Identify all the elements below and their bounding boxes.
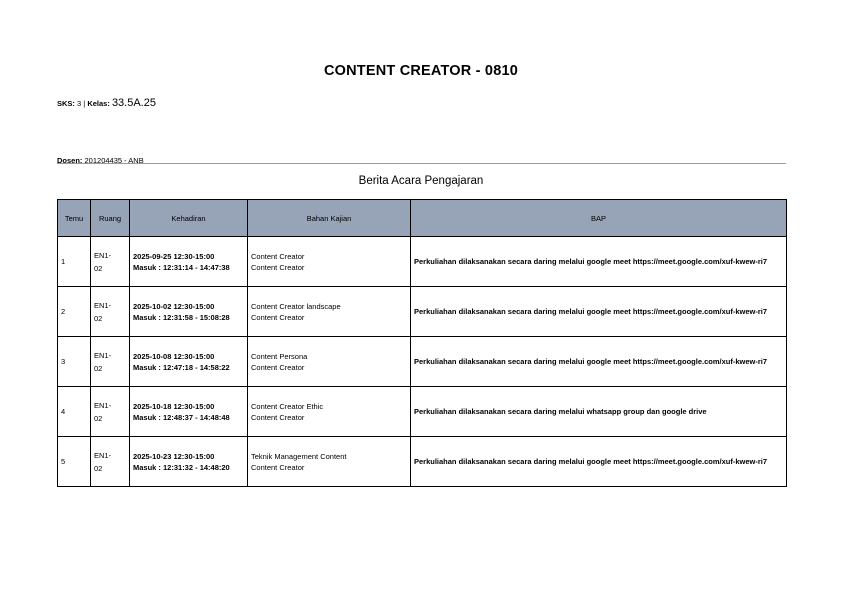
dosen-value: 201204435 - ANB: [84, 156, 144, 165]
section-title: Berita Acara Pengajaran: [358, 175, 484, 187]
bahan-item: Content Creator landscape: [251, 301, 341, 311]
kehadiran-masuk: Masuk : 12:31:32 - 14:48:20: [133, 462, 230, 472]
meta-separator: |: [83, 99, 86, 108]
cell-ruang: [91, 437, 130, 487]
cell-temu: 1: [58, 237, 91, 287]
kehadiran-masuk: Masuk : 12:47:18 - 14:58:22: [133, 362, 230, 372]
bahan-item: Content Creator: [251, 312, 305, 322]
cell-kehadiran: [130, 287, 248, 337]
table-row: [58, 387, 787, 437]
cell-bahan-kajian: [248, 287, 411, 337]
cell-ruang: [91, 237, 130, 287]
bahan-item: Teknik Management Content: [251, 451, 347, 461]
bahan-item: Content Persona: [251, 351, 308, 361]
dosen-label: Dosen:: [57, 156, 83, 165]
table-row: [58, 337, 787, 387]
kehadiran-schedule: 2025-10-02 12:30-15:00: [133, 301, 215, 311]
cell-bap: Perkuliahan dilaksanakan secara daring melalui whatsapp group dan google drive: [411, 387, 787, 437]
table-row: [58, 437, 787, 487]
cell-ruang: [91, 287, 130, 337]
cell-ruang: [91, 387, 130, 437]
cell-bap: Perkuliahan dilaksanakan secara daring melalui google meet https://meet.google.com/xuf-kwew-ri7: [411, 237, 787, 287]
kehadiran-schedule: 2025-10-23 12:30-15:00: [133, 451, 215, 461]
cell-bahan-kajian: [248, 387, 411, 437]
bahan-item: Content Creator: [251, 362, 305, 372]
ruang-text: EN1- 02: [94, 450, 112, 473]
bahan-item: Content Creator: [251, 251, 305, 261]
kehadiran-schedule: 2025-10-08 12:30-15:00: [133, 351, 215, 361]
cell-kehadiran: [130, 437, 248, 487]
ruang-text: EN1- 02: [94, 350, 112, 373]
table-row: [58, 287, 787, 337]
cell-kehadiran: [130, 237, 248, 287]
cell-ruang: [91, 337, 130, 387]
column-header-bap: BAP: [411, 200, 787, 237]
kehadiran-masuk: Masuk : 12:31:14 - 14:47:38: [133, 262, 230, 272]
ruang-text: EN1- 02: [94, 250, 112, 273]
cell-bahan-kajian: [248, 237, 411, 287]
table-header-row: [58, 200, 787, 237]
bahan-item: Content Creator: [251, 262, 305, 272]
ruang-text: EN1- 02: [94, 300, 112, 323]
cell-bahan-kajian: [248, 337, 411, 387]
cell-temu: 4: [58, 387, 91, 437]
course-meta: [57, 97, 156, 109]
column-header-kehadiran: Kehadiran: [130, 200, 248, 237]
cell-kehadiran: [130, 337, 248, 387]
kelas-value: 33.5A.25: [111, 97, 156, 109]
cell-temu: 5: [58, 437, 91, 487]
ruang-text: EN1- 02: [94, 400, 112, 423]
kehadiran-schedule: 2025-09-25 12:30-15:00: [133, 251, 215, 261]
kehadiran-masuk: Masuk : 12:48:37 - 14:48:48: [133, 412, 230, 422]
sks-label: SKS:: [57, 99, 75, 108]
cell-bap: Perkuliahan dilaksanakan secara daring melalui google meet https://meet.google.com/xuf-kwew-ri7: [411, 287, 787, 337]
bahan-item: Content Creator: [251, 462, 305, 472]
table-row: [58, 237, 787, 287]
sks-value: 3: [77, 99, 82, 108]
column-header-ruang: Ruang: [91, 200, 130, 237]
kehadiran-schedule: 2025-10-18 12:30-15:00: [133, 401, 215, 411]
bahan-item: Content Creator: [251, 412, 305, 422]
kehadiran-masuk: Masuk : 12:31:58 - 15:08:28: [133, 312, 230, 322]
header-divider: [57, 163, 786, 164]
cell-bap: Perkuliahan dilaksanakan secara daring melalui google meet https://meet.google.com/xuf-kwew-ri7: [411, 437, 787, 487]
cell-bahan-kajian: [248, 437, 411, 487]
bap-table: [57, 199, 787, 487]
cell-kehadiran: [130, 387, 248, 437]
bahan-item: Content Creator Ethic: [251, 401, 324, 411]
cell-temu: 3: [58, 337, 91, 387]
cell-temu: 2: [58, 287, 91, 337]
kelas-label: Kelas:: [87, 99, 110, 108]
cell-bap: Perkuliahan dilaksanakan secara daring melalui google meet https://meet.google.com/xuf-kwew-ri7: [411, 337, 787, 387]
document-title: CONTENT CREATOR - 0810: [323, 63, 518, 79]
column-header-bahan-kajian: Bahan Kajian: [248, 200, 411, 237]
column-header-temu: Temu: [58, 200, 91, 237]
